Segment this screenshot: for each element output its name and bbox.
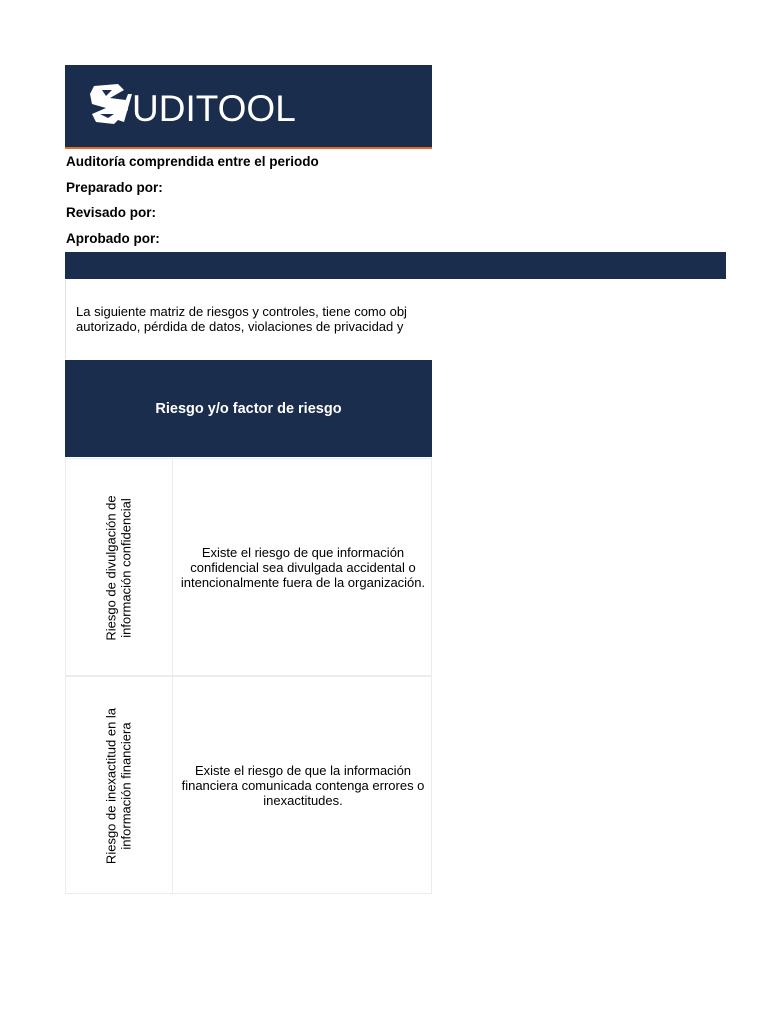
risk-category-label: Riesgo de inexactitud en la información financiera [103, 707, 133, 865]
risk-description-cell: Existe el riesgo de que la información financiera comunicada contenga errores o inexactitudes. [181, 762, 425, 808]
logo-mark-icon [88, 80, 134, 128]
reviewed-by-label: Revisado por: [66, 205, 157, 220]
audit-period-label: Auditoría comprendida entre el periodo [66, 154, 319, 169]
table-row [65, 458, 432, 676]
section-band [65, 252, 726, 279]
auditool-logo [88, 80, 298, 132]
risk-category-cell [66, 677, 173, 893]
intro-line-2: autorizado, pérdida de datos, violaciones de privacidad y [76, 318, 404, 334]
table-header [65, 360, 432, 457]
intro-line-1: La siguiente matriz de riesgos y controles, tiene como obj [76, 305, 407, 319]
prepared-by-label: Preparado por: [66, 180, 163, 195]
risk-description-cell: Existe el riesgo de que información confidencial sea divulgada accidental o intencionalmente fuera de la organización. [180, 544, 426, 590]
risk-category-label: Riesgo de divulgación de información confidencial [103, 495, 133, 641]
risk-category-cell [66, 459, 173, 675]
approved-by-label: Aprobado por: [66, 231, 160, 246]
header-accent-line [65, 147, 432, 149]
intro-text [76, 305, 432, 334]
logo-wordmark: UDITOOL [132, 88, 296, 129]
table-header-label: Riesgo y/o factor de riesgo [155, 400, 342, 417]
table-row [65, 676, 432, 894]
